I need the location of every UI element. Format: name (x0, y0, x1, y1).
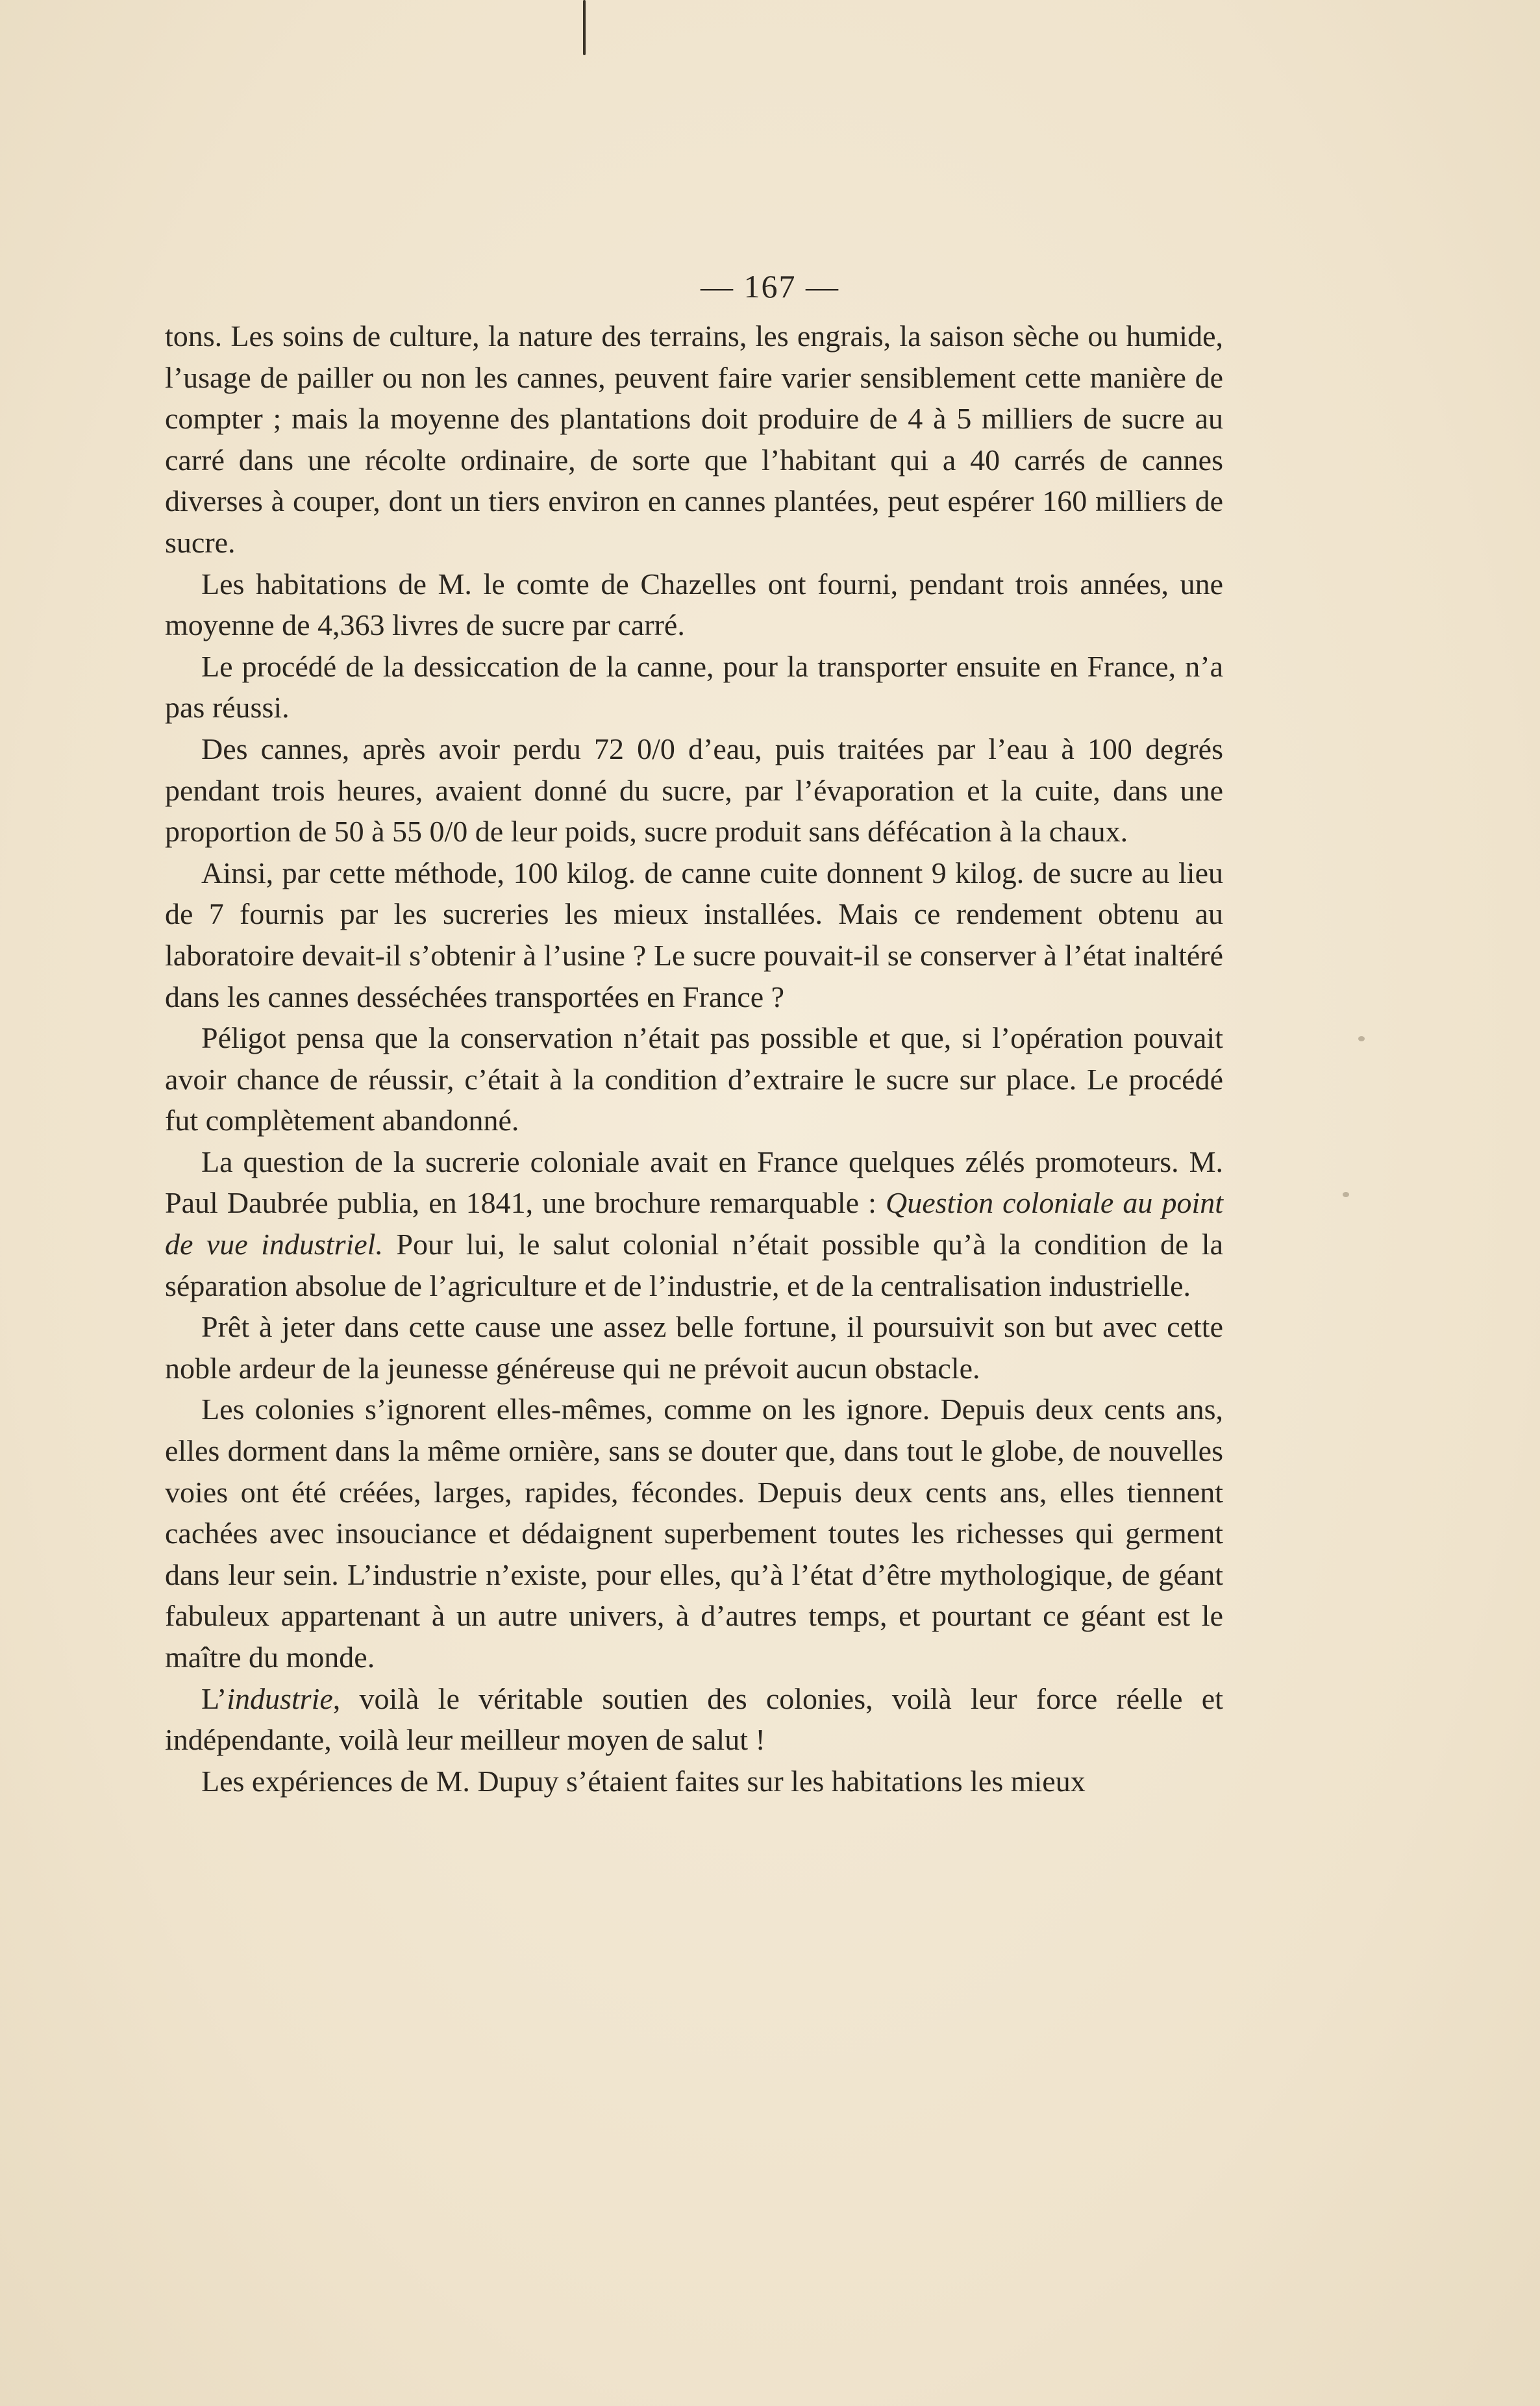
text-run: Prêt à jeter dans cette cause une assez belle fortune, il poursuivit son but avec cette noble ardeur de la jeunesse généreuse qui ne prévoit aucun obstacle. (165, 1310, 1223, 1385)
text-run: Pour lui, le salut colonial n’était possible qu’à la condition de la séparation absolue de l’agriculture et de l’industrie, et de la centralisation industrielle. (165, 1228, 1223, 1302)
paragraph (165, 1141, 1223, 1306)
text-run: L’ (201, 1681, 227, 1715)
paragraph (165, 1761, 1223, 1802)
text-run: Les habitations de M. le comte de Chazelles ont fourni, pendant trois années, une moyenne de 4,363 livres de sucre par carré. (165, 567, 1223, 642)
paragraph (165, 316, 1223, 564)
paper-speck (1358, 1036, 1365, 1041)
page-number: — 167 — (701, 268, 839, 304)
text-run: Le procédé de la dessiccation de la canne, pour la transporter ensuite en France, n’a pas réussi. (165, 649, 1223, 725)
paragraph (165, 852, 1223, 1017)
paragraph (165, 1678, 1223, 1761)
paragraph (165, 1389, 1223, 1678)
text-run: Ainsi, par cette méthode, 100 kilog. de canne cuite donnent 9 kilog. de sucre au lieu de 7 fournis par les sucreries les mieux installées. Mais ce rendement obtenu au laboratoire devait-il s’obtenir à l’usine ? Le sucre pouvait-il se conserver à l’état inaltéré dans les cannes desséchées transportées en France ? (165, 856, 1223, 1013)
paragraph (165, 564, 1223, 646)
text-run: Les colonies s’ignorent elles-mêmes, comme on les ignore. Depuis deux cents ans, elles dorment dans la même ornière, sans se douter que, dans tout le globe, de nouvelles voies ont été créées, larges, rapides, fécondes. Depuis deux cents ans, elles tiennent cachées avec insouciance et dédaignent superbement toutes les richesses qui germent dans leur sein. L’industrie n’existe, pour elles, qu’à l’état d’être mythologique, de géant fabuleux appartenant à un autre univers, à d’autres temps, et pourtant ce géant est le maître du monde. (165, 1393, 1223, 1674)
text-run: Les expériences de M. Dupuy s’étaient faites sur les habitations les mieux (201, 1764, 1086, 1798)
paragraph (165, 1017, 1223, 1141)
text-run: , voilà le véritable soutien des colonies, voilà leur force réelle et indépendante, voilà leur meilleur moyen de salut ! (165, 1681, 1223, 1757)
paragraph (165, 1306, 1223, 1389)
text-run: tons. Les soins de culture, la nature des terrains, les engrais, la saison sèche ou humide, l’usage de pailler ou non les cannes, peuvent faire varier sensiblement cette manière de compter ; mais la moyenne des plantations doit produire de 4 à 5 milliers de sucre au carré dans une récolte ordinaire, de sorte que l’habitant qui a 40 carrés de cannes diverses à couper, dont un tiers environ en cannes plantées, peut espérer 160 milliers de sucre. (165, 319, 1223, 559)
paragraph (165, 646, 1223, 728)
paper-speck (1343, 1192, 1349, 1197)
body-text (165, 316, 1223, 1802)
paragraph (165, 728, 1223, 852)
binding-mark (583, 0, 586, 55)
italic-text: industrie (227, 1681, 333, 1715)
text-run: Des cannes, après avoir perdu 72 0/0 d’eau, puis traitées par l’eau à 100 degrés pendant trois heures, avaient donné du sucre, par l’évaporation et la cuite, dans une proportion de 50 à 55 0/0 de leur poids, sucre produit sans défécation à la chaux. (165, 732, 1223, 849)
text-run: Péligot pensa que la conservation n’était pas possible et que, si l’opération pouvait avoir chance de réussir, c’était à la condition d’extraire le sucre sur place. Le procédé fut complètement abandonné. (165, 1021, 1223, 1137)
text-run: La question de la sucrerie coloniale avait en France quelques zélés promoteurs. M. Paul Daubrée publia, en 1841, une brochure remarquable : (165, 1145, 1223, 1220)
italic-text: Question coloniale au point de vue industriel. (165, 1186, 1223, 1261)
